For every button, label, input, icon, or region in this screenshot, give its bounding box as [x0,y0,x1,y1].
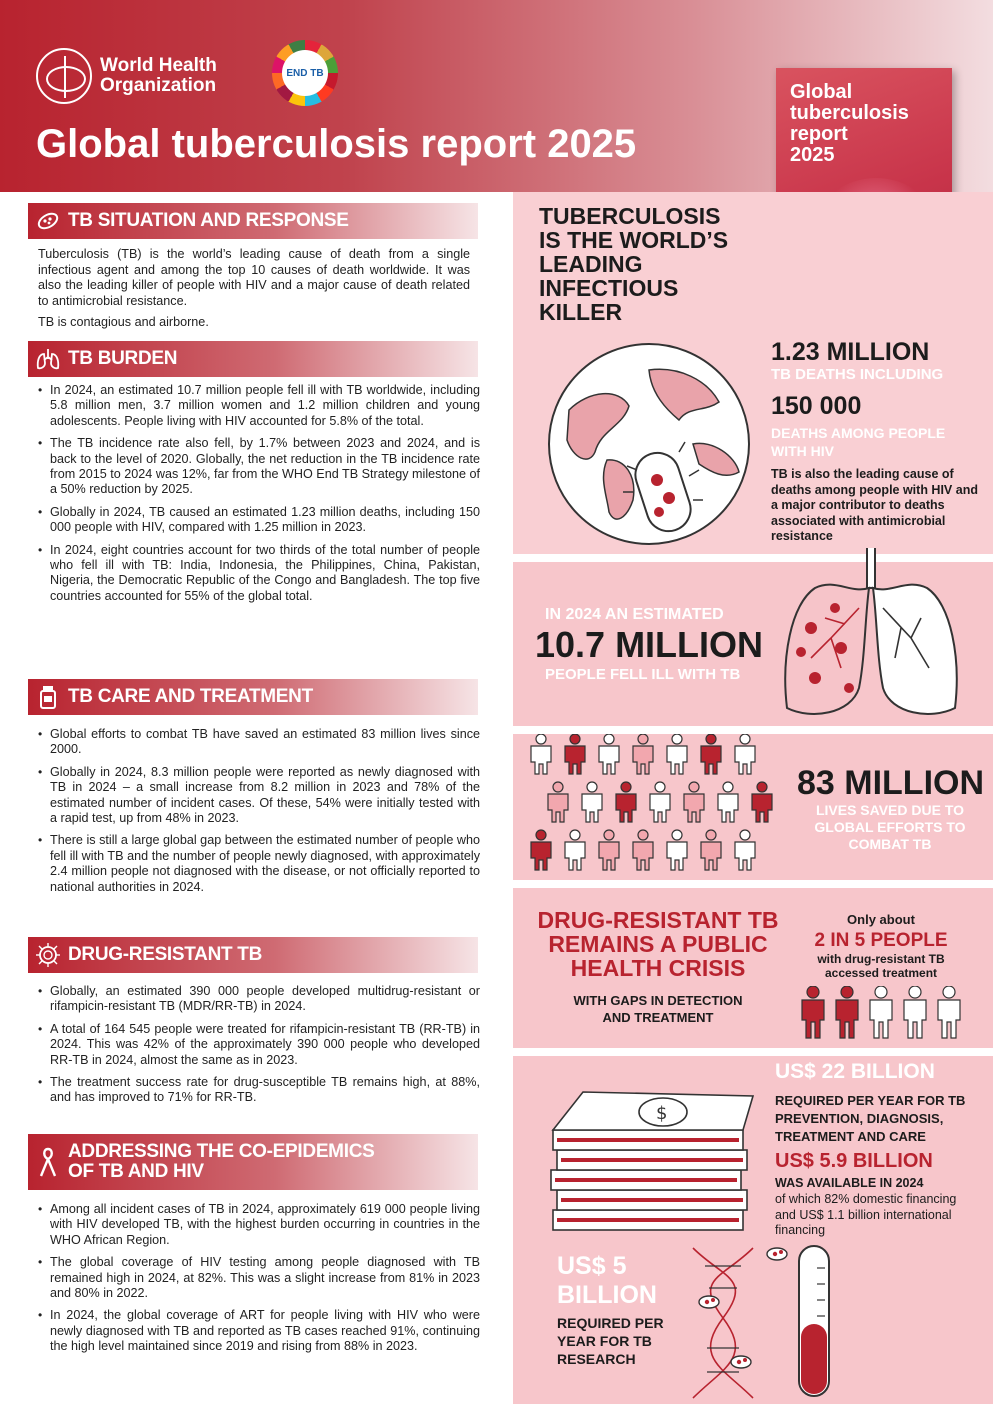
only-about-text: Only about [847,912,915,927]
lungs-illustration-icon [771,548,981,733]
list-item: • Globally in 2024, 8.3 million people were reported as newly diagnosed with TB in 2024 – a small increase from 8.2 million in 2023 and 78% of the estimated number of incident cases. Of these, 54% were initially tested with a rapid test, up from 48% in 2023. [34,765,480,827]
section-title-line: ADDRESSING THE CO-EPIDEMICS [68,1141,375,1162]
situation-paragraph: TB is contagious and airborne. [38,315,209,330]
section-heading-care [28,679,478,715]
section-title-line: OF TB AND HIV [68,1161,204,1182]
list-item: • In 2024, an estimated 10.7 million people fell ill with TB worldwide, including 5.8 million men, 3.7 million women and 1.2 million children and young adolescents. People living with HIV accounted for 5.8% of the total. [34,383,480,429]
list-item: • Globally, an estimated 390 000 people developed multidrug-resistant or rifampicin-resistant TB (MDR/RR-TB) in 2024. [34,984,480,1015]
section-title: TB SITUATION AND RESPONSE [68,210,349,231]
situation-paragraph: Tuberculosis (TB) is the world’s leading cause of death from a single infectious agent and among the top 10 causes of death worldwide. It was also the leading killer of people with HIV and a major cause of death related to antimicrobial resistance. [38,247,470,308]
ill-value: 10.7 MILLION [535,624,764,665]
endtb-logo [272,40,338,106]
list-item: • The TB incidence rate also fell, by 1.7% between 2023 and 2024, and is back to the level of 2020. Globally, the net reduction in the TB incidence rate from 2015 to 2024 was 12%, far from the WHO End TB Strategy milestone of a 50% reduction by 2025. [34,436,480,498]
section-heading-drug-resistant [28,937,478,973]
available-label: WAS AVAILABLE IN 2024 [775,1176,924,1190]
section-heading-co-epidemics [28,1134,478,1190]
killer-note: TB is also the leading cause of deaths among people with HIV and a major contributor to deaths associated with antimicrobial resistance [771,467,978,543]
money-stack-icon [543,1078,755,1253]
section-title: TB BURDEN [68,348,178,369]
available-note: of which 82% domestic financing and US$ 1.1 billion international financing [775,1192,957,1237]
deaths-label: TB DEATHS INCLUDING [771,366,944,383]
who-emblem-icon [36,48,92,104]
drug-resistant-list [34,984,480,1113]
list-item: • In 2024, eight countries account for two thirds of the total number of people who fell ill with TB: India, Indonesia, the Philippines, China, Pakistan, Nigeria, the Democratic Republic of the Congo and Bangladesh. The top five countries accounted for 55% of the global total. [34,543,480,605]
ill-label: PEOPLE FELL ILL WITH TB [545,666,741,683]
hiv-deaths-label: DEATHS AMONG PEOPLE WITH HIV [771,425,946,459]
resistant-subtext: WITH GAPS IN DETECTION AND TREATMENT [573,993,743,1025]
cover-title: Global tuberculosis report 2025 [790,81,909,166]
hiv-deaths-value: 150 000 [771,392,862,420]
care-list [34,727,480,902]
panel-fell-ill [513,562,993,726]
who-logo [36,48,217,104]
people-grid [525,734,785,880]
saved-value: 83 MILLION [797,764,985,802]
virus-icon [28,937,68,973]
bacteria-icon [28,203,68,239]
required-value: US$ 22 BILLION [775,1060,935,1083]
research-label: REQUIRED PER YEAR FOR TB RESEARCH [557,1315,664,1367]
treatment-people-icon [799,986,969,1045]
deaths-value: 1.23 MILLION [771,338,930,366]
list-item: • Global efforts to combat TB have saved an estimated 83 million lives since 2000. [34,727,480,758]
people-grid-icon [525,734,785,880]
killer-headline: TUBERCULOSIS IS THE WORLD’S LEADING INFECTIOUS KILLER [539,203,729,325]
list-item: • The global coverage of HIV testing among people diagnosed with TB remained high in 2024, at 82%. This was a slight increase from 81% in 2023 and 80% in 2022. [34,1255,480,1301]
research-value: US$ 5 BILLION [557,1252,657,1309]
list-item: • The treatment success rate for drug-susceptible TB remains high, at 88%, and has improved to 71% for RR-TB. [34,1075,480,1106]
section-title [68,1142,375,1182]
list-item: • Among all incident cases of TB in 2024, approximately 619 000 people living with HIV developed TB, with the highest burden occurring in countries in the WHO African Region. [34,1202,480,1248]
section-title: TB CARE AND TREATMENT [68,686,313,707]
section-heading-situation [28,203,478,239]
resistant-label: with drug-resistant TB accessed treatment [817,952,945,980]
page-title: Global tuberculosis report 2025 [36,122,637,166]
ill-pretext: IN 2024 AN ESTIMATED [545,606,724,623]
list-item: • A total of 164 545 people were treated for rifampicin-resistant TB (RR-TB) in 2024. This was 42% of the approximately 390 000 people who developed RR-TB in 2024, almost the same as in 2023. [34,1022,480,1068]
list-item: • Globally in 2024, TB caused an estimated 1.23 million deaths, including 150 000 people with HIV, compared with 1.25 million in 2023. [34,505,480,536]
list-item: • There is still a large global gap between the estimated number of people who fell ill with TB and the number of people newly diagnosed, with approximately 2.4 million people not diagnosed with the disease, or not officially reported to national authorities in 2024. [34,833,480,895]
medicine-bottle-icon [28,679,68,715]
saved-label: LIVES SAVED DUE TO GLOBAL EFFORTS TO COMBAT TB [814,802,966,852]
section-title: DRUG-RESISTANT TB [68,944,263,965]
panel-funding [513,1056,993,1404]
endtb-label: END TB [282,50,328,96]
who-name: World Health Organization [100,55,217,96]
panel-leading-killer [513,192,993,554]
resistant-headline: DRUG-RESISTANT TB REMAINS A PUBLIC HEALTH CRISIS [537,907,779,981]
burden-list [34,383,480,611]
required-label: REQUIRED PER YEAR FOR TB PREVENTION, DIAGNOSIS, TREATMENT AND CARE [775,1093,966,1144]
globe-icon [529,340,779,559]
available-value: US$ 5.9 BILLION [775,1150,933,1172]
resistant-value: 2 IN 5 PEOPLE [814,930,948,951]
lungs-icon [28,341,68,377]
situation-text [38,247,470,337]
dna-test-tube-icon [683,1238,843,1404]
ribbon-icon [28,1134,68,1190]
list-item: • In 2024, the global coverage of ART for people living with HIV who were newly diagnosed with TB and reported as TB cases reached 91%, continuing the high level maintained since 2019 and rising from 88% in 2023. [34,1308,480,1354]
svg-text:$: $ [656,1103,668,1124]
panel-lives-saved [513,734,993,880]
panel-drug-resistant [513,888,993,1048]
section-heading-burden [28,341,478,377]
co-epidemics-list [34,1202,480,1362]
